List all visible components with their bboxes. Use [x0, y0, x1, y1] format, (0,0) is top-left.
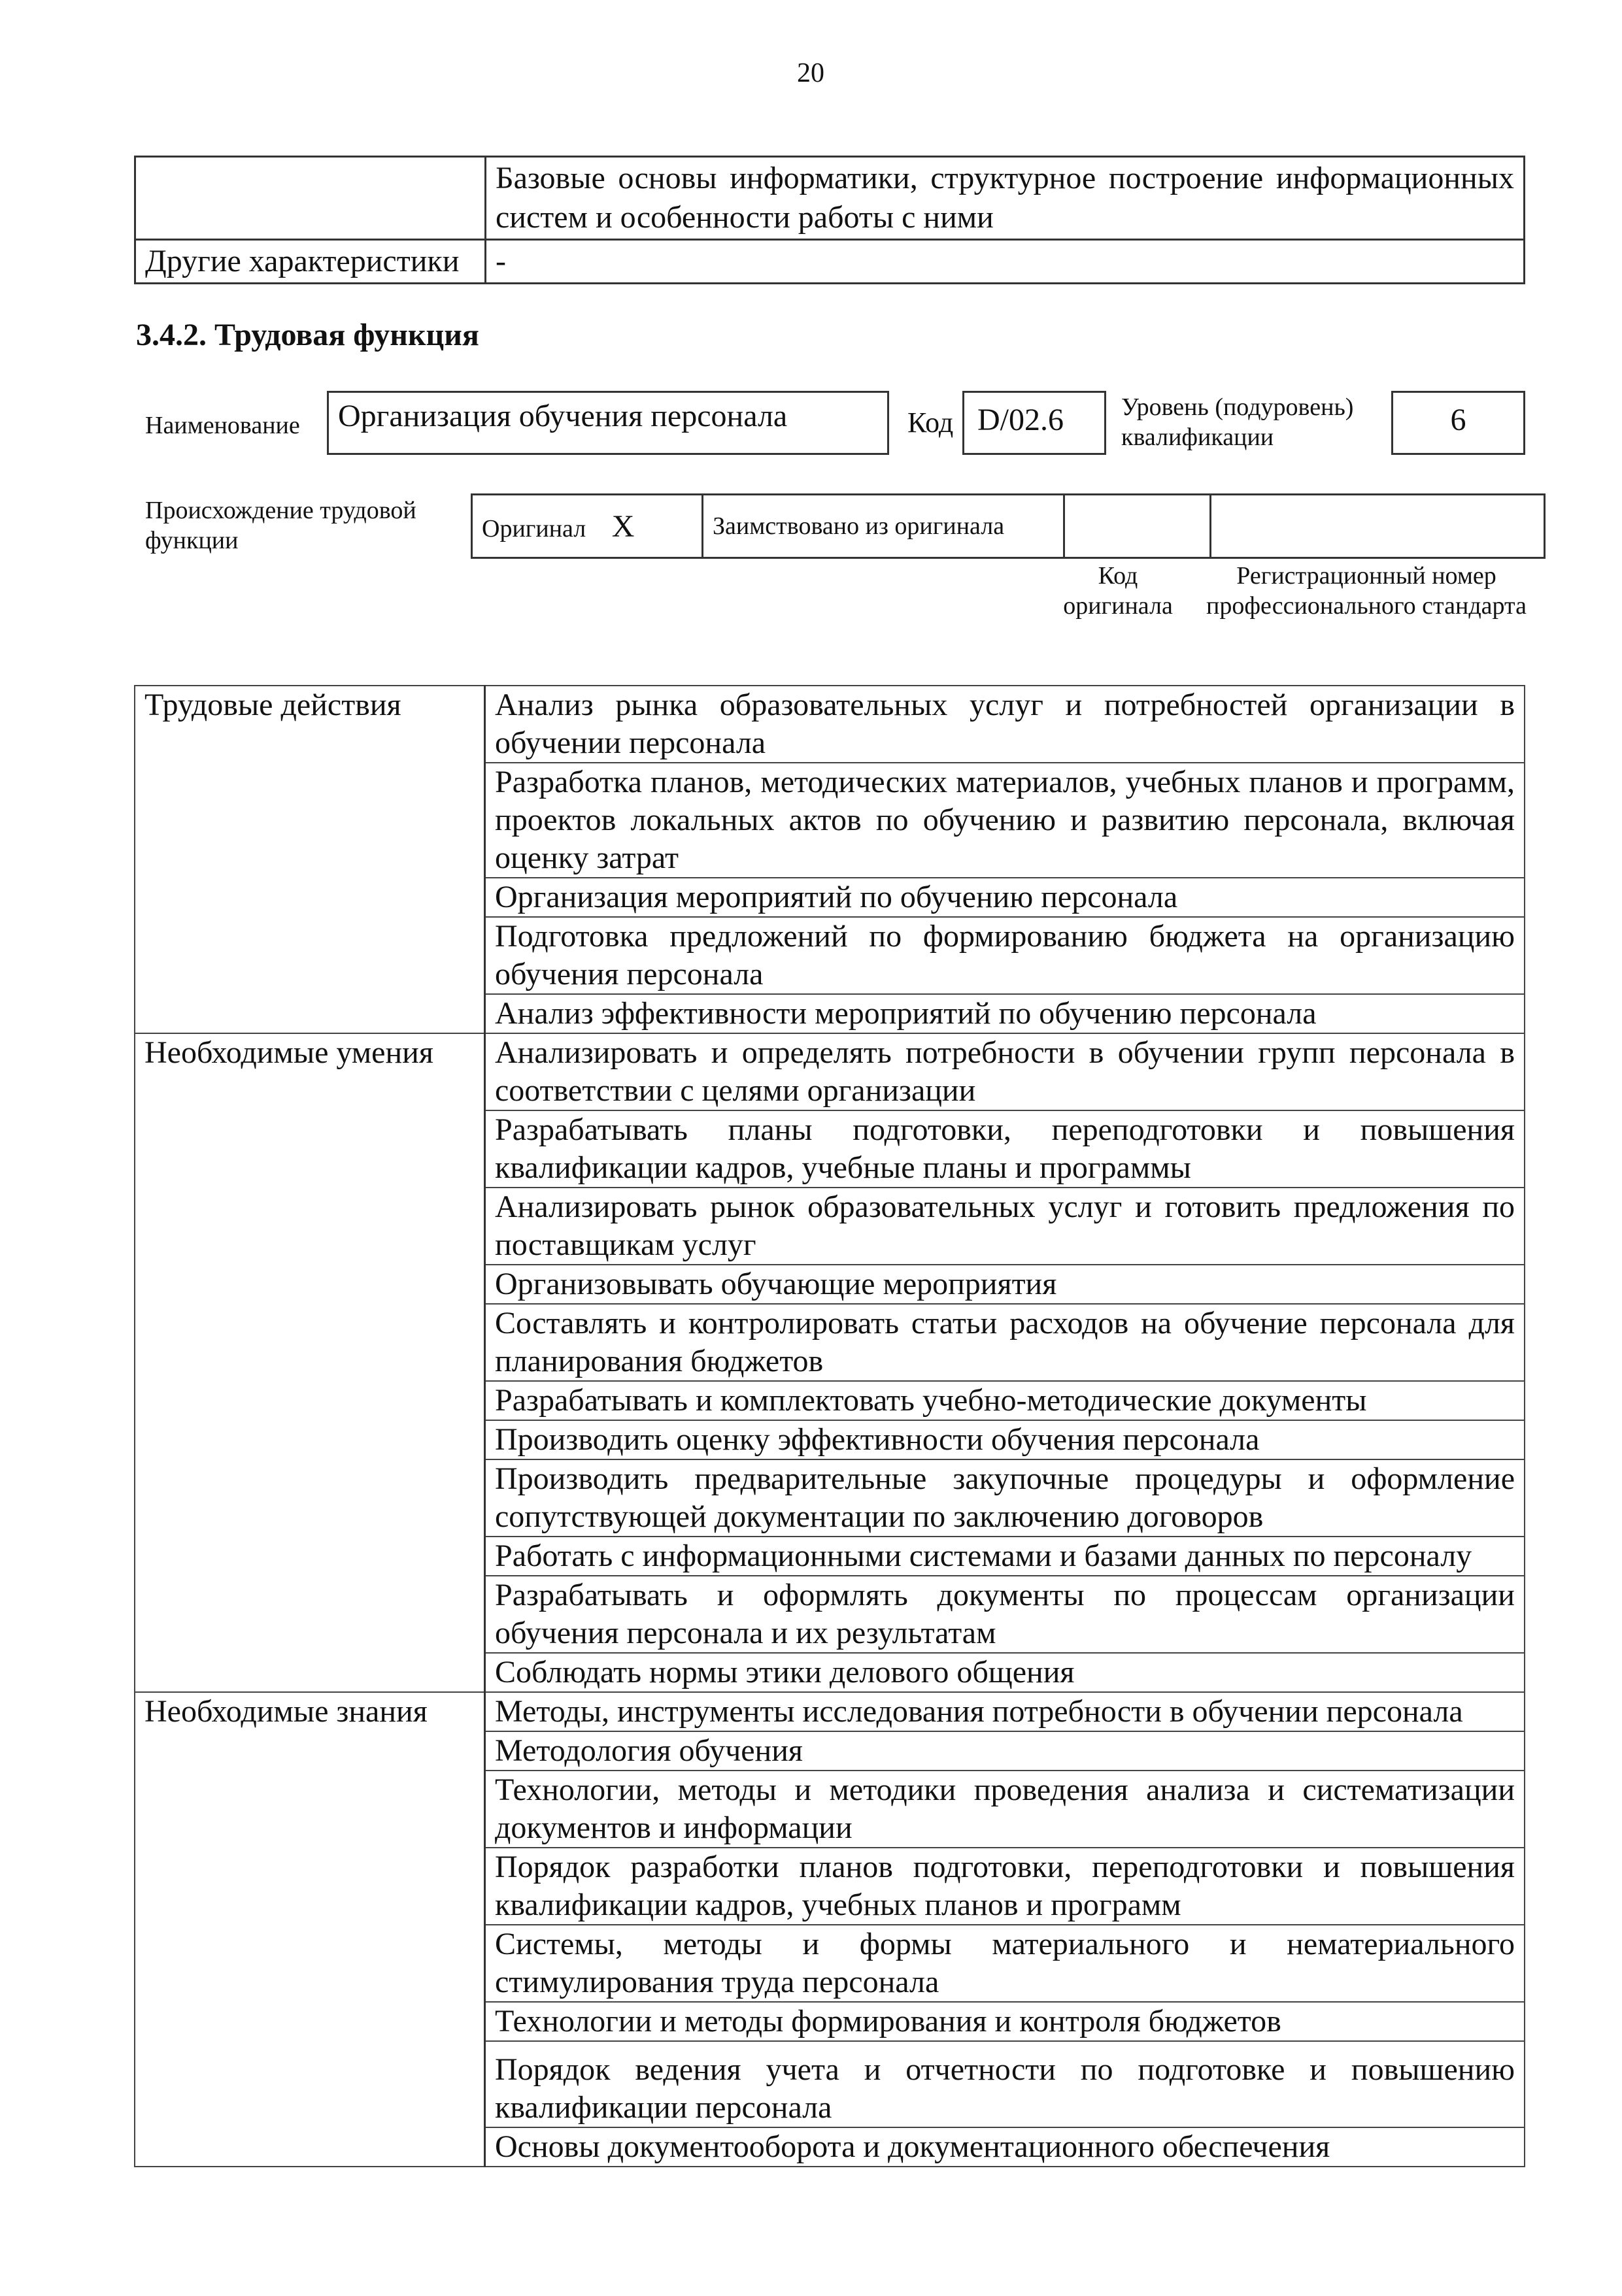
continuation-table: [134, 156, 1525, 284]
required-skills-label: Необходимые умения: [135, 1033, 485, 1692]
code-label: Код: [907, 407, 954, 439]
table-row: [472, 495, 1545, 558]
table-cell-text: Базовые основы информатики, структурное построение информационных систем и особенности работы с ними: [486, 157, 1525, 240]
level-label: Уровень (подуровень) квалификации: [1121, 393, 1354, 451]
labor-actions-item: Подготовка предложений по формированию бюджета на организацию обучения персонала: [485, 917, 1525, 994]
table-cell-empty: [135, 157, 486, 240]
original-mark: X: [611, 508, 635, 544]
qualification-level-field: 6: [1391, 391, 1525, 455]
required-skills-item: Соблюдать нормы этики делового общения: [485, 1653, 1525, 1692]
required-knowledge-item: Методология обучения: [485, 1731, 1525, 1771]
required-skills-item: Анализировать рынок образовательных услуг и готовить предложения по поставщикам услуг: [485, 1188, 1525, 1265]
required-knowledge-label: Необходимые знания: [135, 1692, 485, 2167]
table-row: [135, 1033, 1525, 1110]
name-label: Наименование: [145, 412, 300, 439]
origin-table: [471, 493, 1546, 559]
required-skills-item: Разрабатывать и комплектовать учебно-методические документы: [485, 1381, 1525, 1420]
labor-actions-label: Трудовые действия: [135, 686, 485, 1033]
required-skills-item: Разрабатывать планы подготовки, переподготовки и повышения квалификации кадров, учебные планы и программы: [485, 1110, 1525, 1188]
table-row: [135, 157, 1525, 240]
original-code-cell: [1064, 495, 1211, 558]
original-label: Оригинал: [482, 514, 586, 542]
table-row: [135, 240, 1525, 284]
required-skills-item: Разрабатывать и оформлять документы по процессам организации обучения персонала и их результатам: [485, 1576, 1525, 1653]
function-name-field: Организация обучения персонала: [327, 391, 889, 455]
required-knowledge-item: Порядок ведения учета и отчетности по подготовке и повышению квалификации персонала: [485, 2041, 1525, 2127]
required-knowledge-item: Системы, методы и формы материального и нематериального стимулирования труда персонала: [485, 1925, 1525, 2002]
table-row: [135, 686, 1525, 763]
labor-function-table: [134, 685, 1525, 2167]
required-skills-item: Работать с информационными системами и базами данных по персоналу: [485, 1537, 1525, 1576]
function-code-field: D/02.6: [962, 391, 1106, 455]
required-knowledge-item: Технологии, методы и методики проведения анализа и систематизации документов и информации: [485, 1771, 1525, 1848]
required-knowledge-item: Методы, инструменты исследования потребности в обучении персонала: [485, 1692, 1525, 1731]
other-characteristics-label: Другие характеристики: [135, 240, 486, 284]
required-knowledge-item: Основы документооборота и документационного обеспечения: [485, 2127, 1525, 2167]
required-skills-item: Производить оценку эффективности обучения персонала: [485, 1420, 1525, 1459]
registration-number-caption: Регистрационный номер профессионального стандарта: [1206, 562, 1527, 620]
origin-label: Происхождение трудовой функции: [145, 497, 416, 554]
original-cell: [472, 495, 703, 558]
required-skills-item: Производить предварительные закупочные процедуры и оформление сопутствующей документации по заключению договоров: [485, 1459, 1525, 1537]
required-skills-item: Организовывать обучающие мероприятия: [485, 1265, 1525, 1304]
required-skills-item: Анализировать и определять потребности в обучении групп персонала в соответствии с целями организации: [485, 1033, 1525, 1110]
original-code-caption: Код оригинала: [1063, 562, 1173, 620]
labor-actions-item: Разработка планов, методических материалов, учебных планов и программ, проектов локальных актов по обучению и развитию персонала, включая оценку затрат: [485, 763, 1525, 878]
section-title: 3.4.2. Трудовая функция: [136, 318, 479, 352]
labor-actions-item: Анализ эффективности мероприятий по обучению персонала: [485, 994, 1525, 1033]
required-skills-item: Составлять и контролировать статьи расходов на обучение персонала для планирования бюджетов: [485, 1304, 1525, 1381]
labor-actions-item: Анализ рынка образовательных услуг и потребностей организации в обучении персонала: [485, 686, 1525, 763]
registration-number-cell: [1211, 495, 1545, 558]
labor-actions-item: Организация мероприятий по обучению персонала: [485, 878, 1525, 917]
borrowed-label: Заимствовано из оригинала: [703, 495, 1064, 558]
required-knowledge-item: Технологии и методы формирования и контроля бюджетов: [485, 2002, 1525, 2041]
required-knowledge-item: Порядок разработки планов подготовки, переподготовки и повышения квалификации кадров, учебных планов и программ: [485, 1848, 1525, 1925]
table-row: [135, 1692, 1525, 1731]
other-characteristics-value: -: [486, 240, 1525, 284]
page-number: 20: [797, 58, 824, 88]
